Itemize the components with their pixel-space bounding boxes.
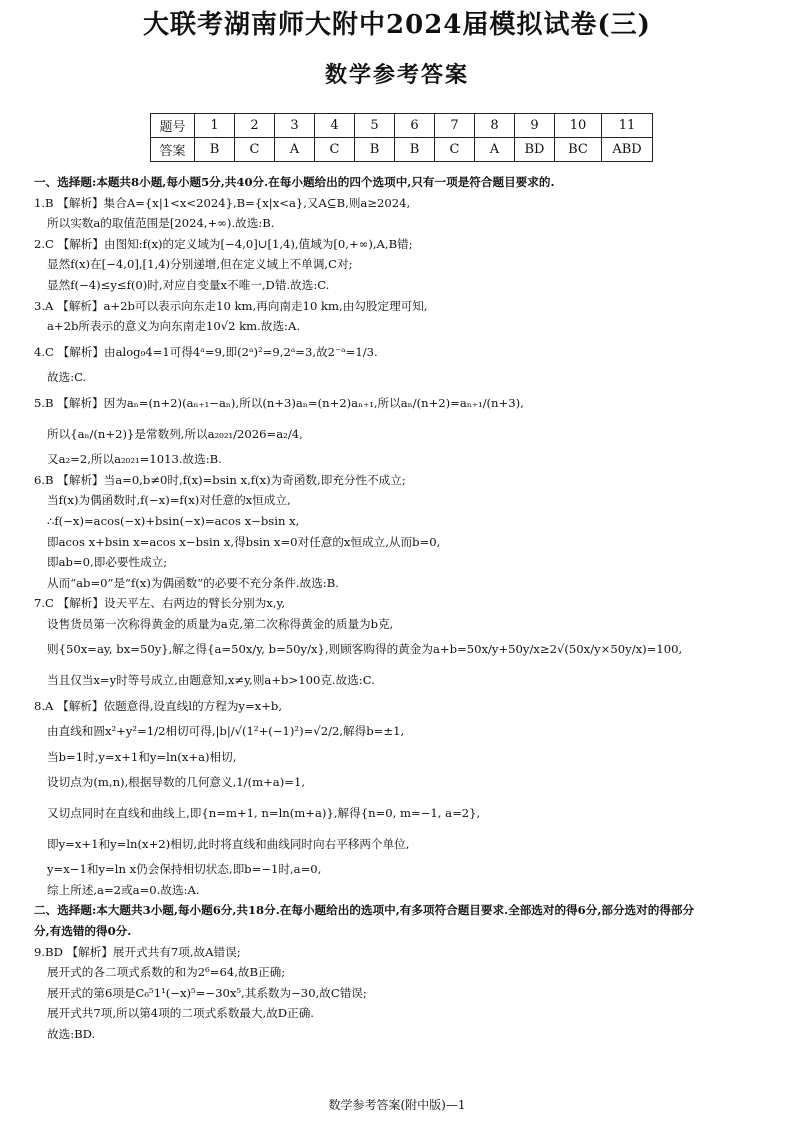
solution-line: 当且仅当x=y时等号成立,由题意知,x≠y,则a+b>100克.故选:C. bbox=[47, 673, 375, 688]
table-cell: 9 bbox=[515, 114, 555, 138]
question-number-row bbox=[151, 114, 653, 138]
solution-line: 所以实数a的取值范围是[2024,+∞).故选:B. bbox=[47, 216, 275, 231]
solution-line: 5.B 【解析】因为aₙ=(n+2)(aₙ₊₁−aₙ),所以(n+3)aₙ=(n+2)aₙ₊₁,所以aₙ/(n+2)=aₙ₊₁/(n+3), bbox=[34, 395, 524, 410]
answer-subtitle: 数学参考答案 bbox=[324, 62, 469, 88]
solution-line: 9.BD 【解析】展开式共有7项,故A错误; bbox=[34, 944, 241, 959]
solution-line: y=x−1和y=ln x仍会保持相切状态,即b=−1时,a=0, bbox=[47, 862, 322, 877]
table-cell: B bbox=[355, 138, 395, 162]
solution-line: ∴f(−x)=acos(−x)+bsin(−x)=acos x−bsin x, bbox=[47, 513, 300, 528]
table-cell: 4 bbox=[315, 114, 355, 138]
solution-line: 又a₂=2,所以a₂₀₂₁=1013.故选:B. bbox=[47, 452, 222, 467]
solution-line: 显然f(−4)≤y≤f(0)时,对应自变量x不唯一,D错.故选:C. bbox=[47, 277, 330, 292]
answer-row bbox=[151, 138, 653, 162]
table-cell: 7 bbox=[435, 114, 475, 138]
solution-line: 6.B 【解析】当a=0,b≠0时,f(x)=bsin x,f(x)为奇函数,即充分性不成立; bbox=[34, 472, 406, 487]
table-cell: 5 bbox=[355, 114, 395, 138]
solution-line: 当b=1时,y=x+1和y=ln(x+a)相切, bbox=[47, 749, 237, 764]
solution-line: 故选:C. bbox=[47, 370, 87, 385]
solution-line: 从而“ab=0”是“f(x)为偶函数”的必要不充分条件.故选:B. bbox=[47, 575, 339, 590]
solution-line: a+2b所表示的意义为向东南走10√2 km.故选:A. bbox=[47, 319, 301, 334]
solution-line: 即ab=0,即必要性成立; bbox=[47, 555, 168, 570]
table-cell: 8 bbox=[475, 114, 515, 138]
table-cell: ABD bbox=[602, 138, 653, 162]
solution-line: 3.A 【解析】a+2b可以表示向东走10 km,再向南走10 km,由勾股定理可知, bbox=[34, 298, 428, 313]
solution-line: 4.C 【解析】由alog₉4=1可得4ᵃ=9,即(2ᵃ)²=9,2ᵃ=3,故2⁻ᵃ=1/3. bbox=[34, 344, 378, 359]
solution-line: 即acos x+bsin x=acos x−bsin x,得bsin x=0对任意的x恒成立,从而b=0, bbox=[47, 534, 441, 549]
solution-line: 展开式的各二项式系数的和为2⁶=64,故B正确; bbox=[47, 965, 286, 980]
table-cell: B bbox=[395, 138, 435, 162]
table-cell: 10 bbox=[555, 114, 602, 138]
section-heading: 二、选择题:本大题共3小题,每小题6分,共18分.在每小题给出的选项中,有多项符合题目要求.全部选对的得6分,部分选对的得部分 bbox=[34, 903, 695, 918]
table-cell: 11 bbox=[602, 114, 653, 138]
section-heading: 一、选择题:本题共8小题,每小题5分,共40分.在每小题给出的四个选项中,只有一项是符合题目要求的. bbox=[34, 175, 555, 189]
table-cell: 1 bbox=[195, 114, 235, 138]
solution-line: 设切点为(m,n),根据导数的几何意义,1/(m+a)=1, bbox=[47, 775, 306, 790]
solution-line: 故选:BD. bbox=[47, 1026, 96, 1041]
table-cell: C bbox=[435, 138, 475, 162]
table-cell: BC bbox=[555, 138, 602, 162]
solution-line: 展开式共7项,所以第4项的二项式系数最大,故D正确. bbox=[47, 1006, 314, 1021]
table-cell: BD bbox=[515, 138, 555, 162]
solution-line: 综上所述,a=2或a=0.故选:A. bbox=[47, 882, 200, 897]
solution-line: 8.A 【解析】依题意得,设直线l的方程为y=x+b, bbox=[34, 698, 283, 713]
solution-line: 展开式的第6项是C₆⁵1¹(−x)⁵=−30x⁵,其系数为−30,故C错误; bbox=[47, 985, 367, 1000]
section-heading: 分,有选错的得0分. bbox=[34, 924, 132, 938]
solution-line: 1.B 【解析】集合A={x|1<x<2024},B={x|x<a},又A⊆B,则a≥2024, bbox=[34, 195, 411, 210]
table-cell: A bbox=[475, 138, 515, 162]
solution-line: 当f(x)为偶函数时,f(−x)=f(x)对任意的x恒成立, bbox=[47, 493, 291, 508]
page-footer: 数学参考答案(附中版)—1 bbox=[328, 1098, 466, 1112]
solution-line: 7.C 【解析】设天平左、右两边的臂长分别为x,y, bbox=[34, 596, 286, 611]
table-cell: 题号 bbox=[151, 114, 195, 138]
solution-line: 显然f(x)在[−4,0],[1,4)分别递增,但在定义域上不单调,C对; bbox=[47, 257, 353, 272]
solution-line: 由直线和圆x²+y²=1/2相切可得,|b|/√(1²+(−1)²)=√2/2,解得b=±1, bbox=[47, 724, 405, 739]
solution-line: 即y=x+1和y=ln(x+2)相切,此时将直线和曲线同时向右平移两个单位, bbox=[47, 836, 410, 851]
table-cell: 答案 bbox=[151, 138, 195, 162]
table-cell: B bbox=[195, 138, 235, 162]
table-cell: 3 bbox=[275, 114, 315, 138]
solution-line: 又切点同时在直线和曲线上,即{n=m+1, n=ln(m+a)},解得{n=0, m=−1, a=2}, bbox=[47, 806, 481, 821]
solution-line: 设售货员第一次称得黄金的质量为a克,第二次称得黄金的质量为b克, bbox=[47, 616, 394, 631]
table-cell: C bbox=[315, 138, 355, 162]
table-cell: 6 bbox=[395, 114, 435, 138]
exam-title: 大联考湖南师大附中2024届模拟试卷(三) bbox=[143, 10, 651, 40]
solution-line: 2.C 【解析】由图知:f(x)的定义域为[−4,0]∪[1,4),值域为[0,+∞),A,B错; bbox=[34, 236, 413, 251]
table-cell: A bbox=[275, 138, 315, 162]
solution-body bbox=[34, 172, 770, 1045]
table-cell: 2 bbox=[235, 114, 275, 138]
answer-table bbox=[150, 113, 653, 162]
solution-line: 所以{aₙ/(n+2)}是常数列,所以a₂₀₂₁/2026=a₂/4, bbox=[47, 426, 303, 441]
table-cell: C bbox=[235, 138, 275, 162]
solution-line: 则{50x=ay, bx=50y},解之得{a=50x/y, b=50y/x},则顾客购得的黄金为a+b=50x/y+50y/x≥2√(50x/y×50y/x)=100, bbox=[47, 642, 683, 657]
